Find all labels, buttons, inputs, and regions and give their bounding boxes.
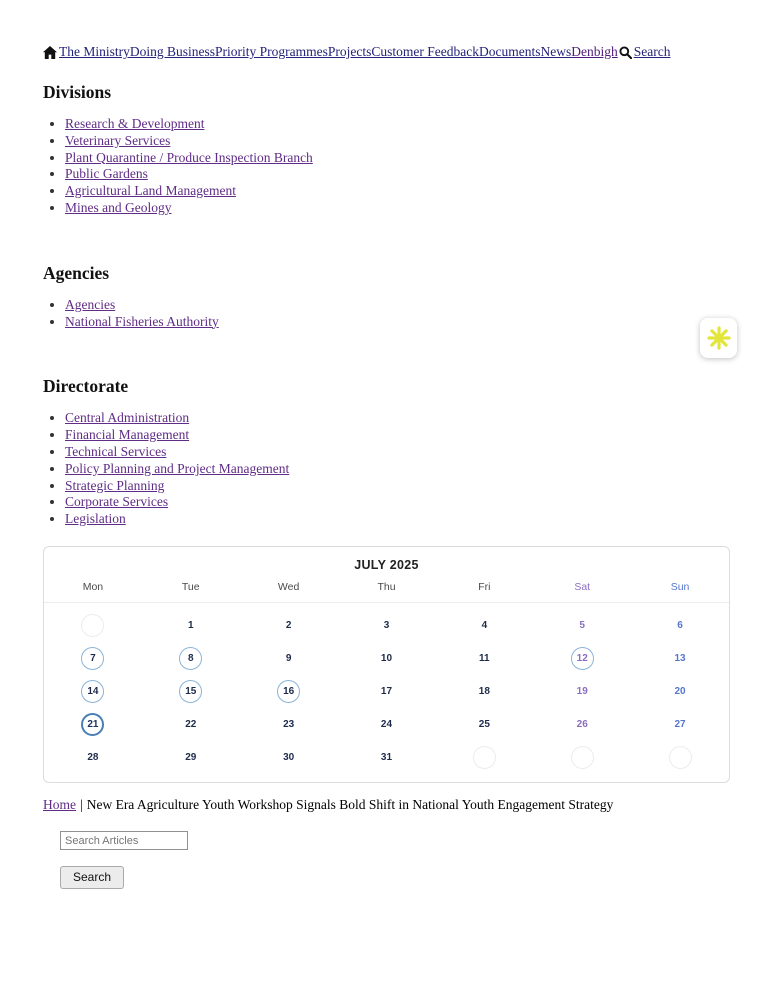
calendar-empty-cell [669, 746, 692, 769]
calendar-grid [44, 603, 729, 782]
calendar-cell [435, 713, 533, 736]
list-item [65, 511, 730, 528]
calendar-dow-wed: Wed [277, 580, 300, 593]
calendar-day-headers [44, 581, 729, 603]
calendar-day-31[interactable]: 31 [380, 751, 393, 763]
calendar-day-13[interactable]: 13 [674, 652, 686, 664]
calendar-month-title: JULY 2025 [354, 557, 419, 572]
calendar-cell [338, 647, 436, 670]
link-policy-planning-and-project-management[interactable]: Policy Planning and Project Management [65, 460, 290, 476]
calendar-day-9[interactable]: 9 [285, 652, 292, 664]
list-item [65, 166, 730, 183]
link-national-fisheries-authority[interactable]: National Fisheries Authority [65, 313, 219, 329]
nav-link-documents[interactable]: Documents [479, 44, 541, 59]
calendar-day-8[interactable]: 8 [179, 647, 202, 670]
calendar-dow-sun: Sun [670, 580, 690, 593]
nav-link-customer-feedback[interactable]: Customer Feedback [371, 44, 479, 59]
calendar-cell [435, 614, 533, 637]
list-item [65, 297, 730, 314]
calendar-cell [240, 647, 338, 670]
calendar-cell [142, 746, 240, 769]
house-icon [43, 46, 57, 59]
calendar-day-18[interactable]: 18 [478, 685, 490, 697]
calendar-cell [533, 614, 631, 637]
home-icon[interactable] [43, 46, 57, 59]
calendar-day-5[interactable]: 5 [579, 619, 585, 631]
calendar-cell [631, 614, 729, 637]
sections-container [43, 82, 730, 528]
calendar-day-19[interactable]: 19 [576, 685, 588, 697]
calendar-day-26[interactable]: 26 [576, 718, 588, 730]
calendar-day-3[interactable]: 3 [383, 619, 390, 631]
calendar-cell [44, 680, 142, 703]
nav-search [618, 44, 671, 60]
list-item [65, 200, 730, 217]
calendar-dow-fri: Fri [478, 580, 491, 593]
list-item [65, 461, 730, 478]
calendar-cell [338, 614, 436, 637]
link-public-gardens[interactable]: Public Gardens [65, 166, 148, 182]
calendar-day-10[interactable]: 10 [380, 652, 393, 664]
calendar-cell [631, 680, 729, 703]
section-title-agencies: Agencies [43, 262, 110, 283]
link-research-development[interactable]: Research & Development [65, 116, 205, 131]
nav-link-search[interactable]: Search [633, 44, 671, 59]
calendar-cell [435, 680, 533, 703]
calendar-cell [142, 713, 240, 736]
calendar-day-2[interactable]: 2 [285, 619, 292, 631]
calendar-day-12[interactable]: 12 [571, 647, 594, 670]
calendar-widget [43, 546, 730, 783]
link-veterinary-services[interactable]: Veterinary Services [65, 132, 171, 148]
link-plant-quarantine-produce-inspection-branch[interactable]: Plant Quarantine / Produce Inspection Branch [65, 149, 313, 165]
calendar-cell [435, 746, 533, 769]
link-strategic-planning[interactable]: Strategic Planning [65, 477, 165, 493]
link-agricultural-land-management[interactable]: Agricultural Land Management [65, 183, 236, 199]
calendar-cell [338, 746, 436, 769]
calendar-empty-cell [473, 746, 496, 769]
calendar-day-30[interactable]: 30 [283, 751, 295, 763]
calendar-cell [631, 713, 729, 736]
calendar-day-7[interactable]: 7 [81, 647, 104, 670]
list-item [65, 133, 730, 150]
section-directorate [43, 376, 730, 528]
nav-link-projects[interactable]: Projects [327, 44, 372, 59]
calendar-day-20[interactable]: 20 [674, 685, 686, 697]
calendar-cell [240, 614, 338, 637]
home-link[interactable]: Home [43, 796, 76, 812]
calendar-cell [533, 713, 631, 736]
calendar-cell [142, 614, 240, 637]
calendar-cell [435, 647, 533, 670]
calendar-day-29[interactable]: 29 [185, 751, 197, 763]
link-legislation[interactable]: Legislation [65, 511, 126, 527]
calendar-dow-mon: Mon [82, 580, 104, 593]
calendar-day-22[interactable]: 22 [185, 718, 197, 730]
list-item [65, 116, 730, 133]
nav-link-news[interactable]: News [540, 44, 572, 59]
link-mines-and-geology[interactable]: Mines and Geology [65, 199, 172, 215]
calendar-day-23[interactable]: 23 [283, 718, 295, 730]
calendar-day-27[interactable]: 27 [674, 718, 686, 730]
list-item [65, 494, 730, 511]
calendar-cell [142, 680, 240, 703]
section-divisions [43, 82, 730, 217]
link-technical-services[interactable]: Technical Services [65, 443, 167, 459]
list-item [65, 427, 730, 444]
calendar-cell [44, 713, 142, 736]
list-item [65, 444, 730, 461]
calendar-cell [240, 680, 338, 703]
calendar-day-11[interactable]: 11 [479, 652, 490, 664]
list-item [65, 150, 730, 167]
search-icon [619, 46, 632, 59]
section-agencies [43, 263, 730, 331]
calendar-cell [631, 647, 729, 670]
section-title-directorate: Directorate [43, 376, 129, 397]
calendar-day-1[interactable]: 1 [187, 619, 194, 631]
link-central-administration[interactable]: Central Administration [65, 410, 190, 426]
calendar-cell [533, 680, 631, 703]
calendar-day-15[interactable]: 15 [179, 680, 202, 703]
calendar-cell [44, 614, 142, 637]
calendar-day-17[interactable]: 17 [380, 685, 393, 697]
breadcrumb [43, 797, 730, 813]
calendar-dow-tue: Tue [181, 580, 200, 593]
top-nav [43, 44, 730, 60]
calendar-cell [533, 746, 631, 769]
calendar-cell [240, 746, 338, 769]
calendar-day-21[interactable]: 21 [81, 713, 104, 736]
list-item [65, 478, 730, 495]
calendar-day-4[interactable]: 4 [481, 619, 488, 631]
list-item [65, 410, 730, 427]
link-list [43, 116, 730, 217]
calendar-cell [44, 746, 142, 769]
asterisk-icon [706, 325, 732, 351]
link-agencies[interactable]: Agencies [65, 296, 116, 312]
search-button[interactable]: Search [60, 866, 124, 889]
nav-link-denbigh[interactable]: Denbigh [571, 44, 618, 59]
nav-links [59, 44, 618, 60]
calendar-cell [338, 713, 436, 736]
calendar-day-6[interactable]: 6 [677, 619, 683, 631]
calendar-empty-cell [81, 614, 104, 637]
link-list [43, 297, 730, 331]
calendar-dow-thu: Thu [377, 580, 396, 593]
link-corporate-services[interactable]: Corporate Services [65, 494, 169, 510]
section-title-divisions: Divisions [43, 82, 112, 102]
article-search [60, 831, 730, 851]
calendar-day-16[interactable]: 16 [277, 680, 300, 703]
calendar-day-24[interactable]: 24 [380, 718, 393, 730]
link-list [43, 410, 730, 528]
calendar-cell [44, 647, 142, 670]
calendar-dow-sat: Sat [574, 580, 591, 593]
calendar-empty-cell [571, 746, 594, 769]
calendar-cell [240, 713, 338, 736]
list-item [65, 183, 730, 200]
calendar-cell [142, 647, 240, 670]
calendar-cell [533, 647, 631, 670]
calendar-cell [338, 680, 436, 703]
accessibility-widget[interactable] [700, 318, 737, 358]
nav-link-the-ministry[interactable]: The Ministry [59, 44, 130, 59]
link-financial-management[interactable]: Financial Management [65, 427, 190, 443]
list-item [65, 314, 730, 331]
article-title: New Era Agriculture Youth Workshop Signals Bold Shift in National Youth Engagement Strategy [86, 796, 614, 812]
nav-link-priority-programmes[interactable]: Priority Programmes [215, 44, 328, 59]
search-input[interactable] [60, 831, 188, 850]
calendar-day-14[interactable]: 14 [81, 680, 104, 703]
calendar-day-25[interactable]: 25 [478, 718, 490, 730]
calendar-cell [631, 746, 729, 769]
nav-link-doing-business[interactable]: Doing Business [129, 44, 216, 59]
breadcrumb-separator: | [80, 796, 83, 812]
calendar-day-28[interactable]: 28 [87, 751, 99, 763]
